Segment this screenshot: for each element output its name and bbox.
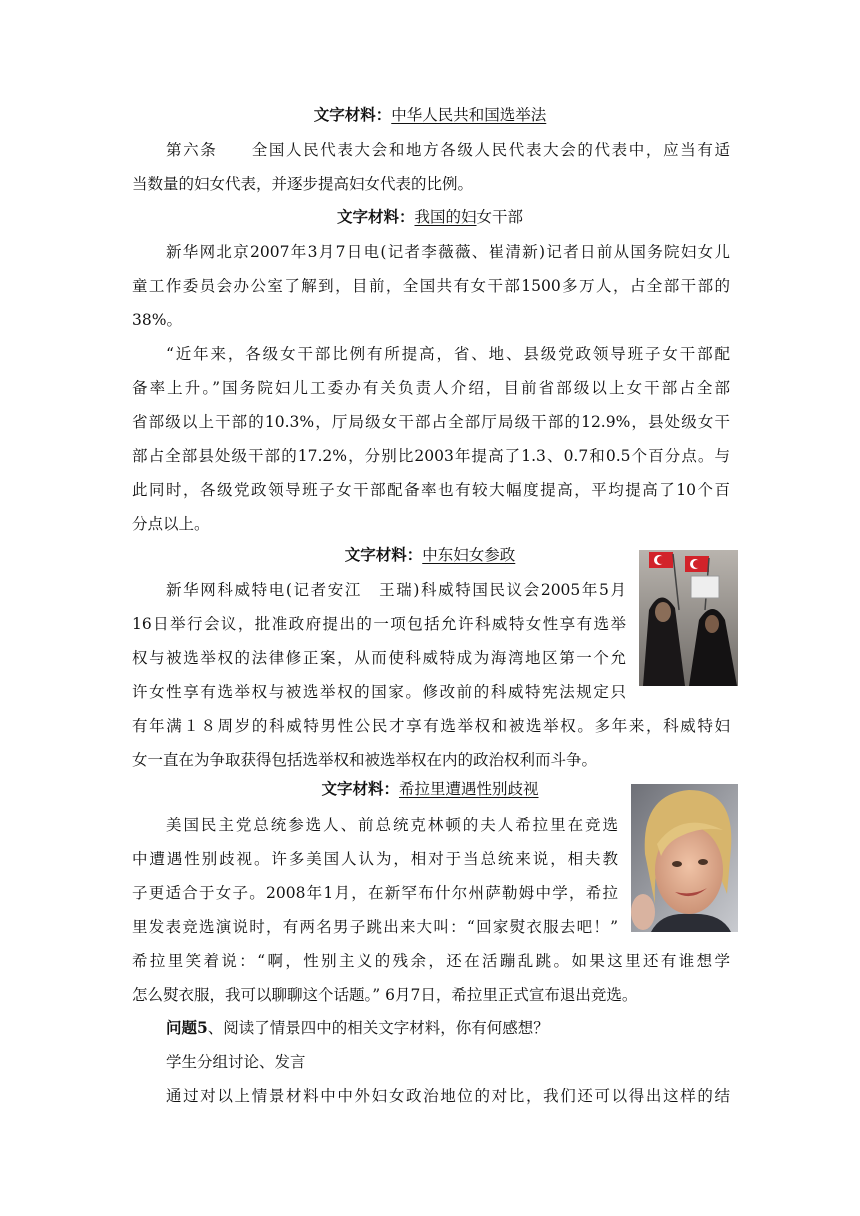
heading-label: 文字材料： [321, 779, 399, 798]
paragraph-line: 第六条 全国人民代表大会和地方各级人民代表大会的代表中，应当有适 [166, 141, 730, 159]
paragraph-line: 权与被选举权的法律修正案，从而使科威特成为海湾地区第一个允 [132, 649, 626, 667]
heading-label: 文字材料： [344, 545, 423, 564]
paragraph-line: 子更适合于女子。2008年1月，在新罕布什尔州萨勒姆中学，希拉 [132, 884, 618, 902]
heading-title: 中东妇女参政 [422, 546, 516, 564]
hillary-portrait-photo [631, 784, 738, 932]
paragraph-line: 女一直在为争取获得包括选举权和被选举权在内的政治权利而斗争。 [132, 751, 598, 769]
paragraph-line: 新华网北京2007年3月7日电(记者李薇薇、崔清新)记者日前从国务院妇女儿 [166, 243, 730, 261]
paragraph-line: 部占全部县处级干部的17.2%，分别比2003年提高了1.3、0.7和0.5个百分点。与 [132, 447, 730, 465]
paragraph-line: 备率上升。”国务院妇儿工委办有关负责人介绍，目前省部级以上女干部占全部 [132, 379, 730, 397]
paragraph-line: 希拉里笑着说：“啊，性别主义的残余，还在活蹦乱跳。如果这里还有谁想学 [132, 952, 730, 970]
paragraph-line: 童工作委员会办公室了解到，目前，全国共有女干部1500多万人，占全部干部的 [132, 277, 730, 295]
discussion-line: 学生分组讨论、发言 [166, 1053, 306, 1071]
paragraph-line: 中遭遇性别歧视。许多美国人认为，相对于当总统来说，相夫教 [132, 850, 618, 868]
paragraph-line: 有年满１８周岁的科威特男性公民才享有选举权和被选举权。多年来，科威特妇 [132, 717, 730, 735]
paragraph-line: 分点以上。 [132, 515, 210, 533]
question-text: 、阅读了情景四中的相关文字材料，你有何感想？ [207, 1019, 549, 1037]
paragraph-line: 美国民主党总统参选人、前总统克林顿的夫人希拉里在竞选 [166, 816, 618, 834]
conclusion-line: 通过对以上情景材料中中外妇女政治地位的对比，我们还可以得出这样的结 [166, 1087, 730, 1105]
paragraph-line: 16日举行会议，批准政府提出的一项包括允许科威特女性享有选举 [132, 615, 626, 633]
paragraph-line: 省部级以上干部的10.3%，厅局级女干部占全部厅局级干部的12.9%，县处级女干 [132, 413, 730, 431]
paragraph-line: 里发表竞选演说时，有两名男子跳出来大叫：“回家熨衣服去吧！” [132, 918, 618, 936]
question-label: 问题5 [166, 1018, 208, 1037]
heading-title: 中华人民共和国选举法 [391, 106, 547, 124]
hillary-portrait-photo-icon [631, 784, 738, 932]
question-line [166, 1018, 549, 1038]
kuwait-women-photo [639, 550, 738, 686]
heading-title-rest: 女干部 [476, 208, 524, 226]
kuwait-women-photo-icon [639, 550, 738, 686]
heading-title: 我国的妇 [414, 208, 477, 226]
paragraph-line: 38%。 [132, 311, 182, 329]
paragraph-line: 怎么熨衣服，我可以聊聊这个话题。” 6月7日，希拉里正式宣布退出竞选。 [132, 986, 638, 1004]
paragraph-line: 当数量的妇女代表，并逐步提高妇女代表的比例。 [132, 175, 474, 193]
heading-title: 希拉里遭遇性别歧视 [399, 780, 539, 798]
paragraph-line: 新华网科威特电(记者安江 王瑞)科威特国民议会2005年5月 [166, 581, 626, 599]
paragraph-line: 此同时，各级党政领导班子女干部配备率也有较大幅度提高，平均提高了10个百 [132, 481, 730, 499]
section-heading [0, 207, 860, 227]
paragraph-line: 许女性享有选举权与被选举权的国家。修改前的科威特宪法规定只 [132, 683, 626, 701]
section-heading [0, 105, 860, 125]
heading-label: 文字材料： [313, 105, 392, 124]
heading-label: 文字材料： [336, 207, 415, 226]
paragraph-line: “近年来，各级女干部比例有所提高，省、地、县级党政领导班子女干部配 [166, 345, 730, 363]
